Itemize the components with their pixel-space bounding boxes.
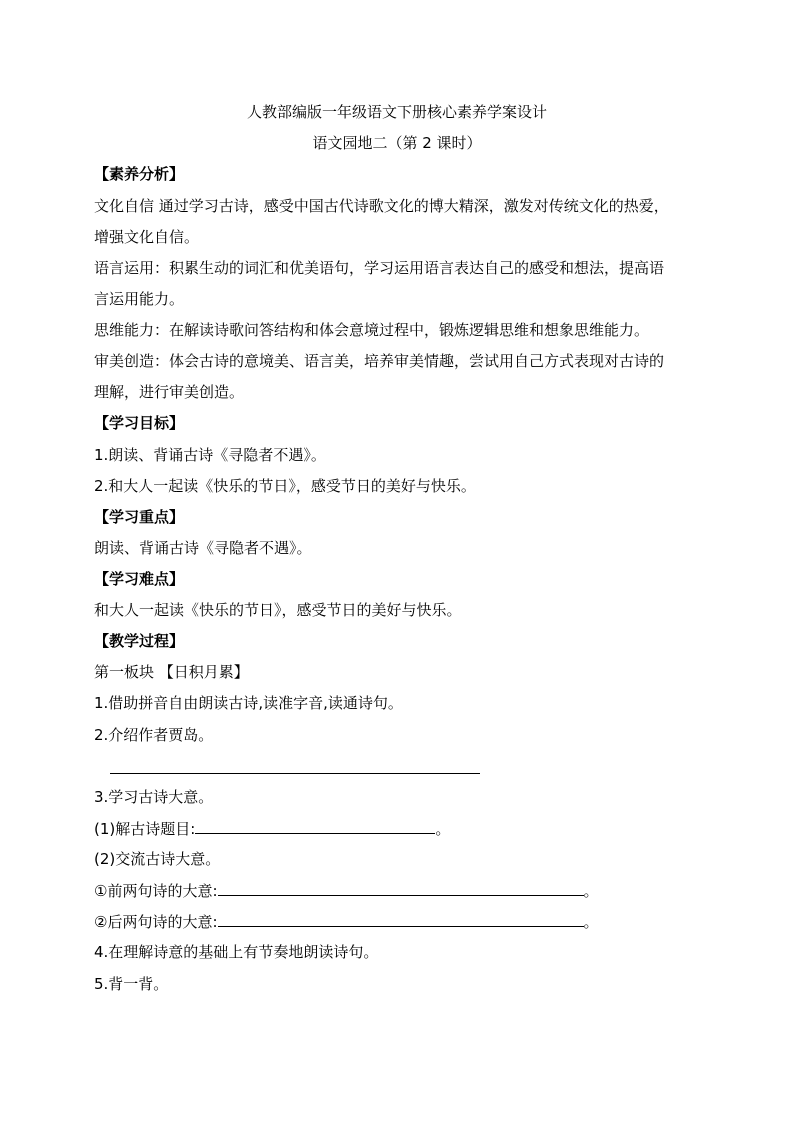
step-3-2a-end: 。: [583, 882, 599, 900]
analysis-language-line2: 言运用能力。: [94, 290, 185, 308]
answer-blank-poem-title[interactable]: [195, 818, 435, 834]
answer-blank-last-two-lines[interactable]: [218, 911, 584, 927]
process-step-3-2b: [94, 911, 714, 932]
answer-blank-first-two-lines[interactable]: [218, 880, 584, 896]
answer-line-author[interactable]: [110, 773, 480, 774]
analysis-culture-line1: 文化自信 通过学习古诗，感受中国古代诗歌文化的博大精深，激发对传统文化的热爱，: [94, 197, 669, 215]
goal-item-1: 1.朗读、背诵古诗《寻隐者不遇》。: [94, 446, 326, 464]
analysis-aesthetic-line2: 理解，进行审美创造。: [94, 383, 245, 401]
process-step-2: 2.介绍作者贾岛。: [94, 726, 214, 744]
difficulty-text: 和大人一起读《快乐的节日》，感受节日的美好与快乐。: [94, 601, 462, 619]
process-step-3-1: [94, 818, 714, 839]
focus-text: 朗读、背诵古诗《寻隐者不遇》。: [94, 539, 312, 557]
document-subtitle: 语文园地二（第 2 课时）: [312, 134, 482, 152]
step-3-2b-label: ②后两句诗的大意:: [94, 913, 218, 931]
analysis-thinking-line1: 思维能力：在解读诗歌问答结构和体会意境过程中，锻炼逻辑思维和想象思维能力。: [94, 321, 650, 339]
step-3-1-end: 。: [435, 820, 451, 838]
section-heading-focus: 【学习重点】: [94, 508, 185, 526]
section-heading-difficulty: 【学习难点】: [94, 570, 185, 588]
analysis-aesthetic-line1: 审美创造：体会古诗的意境美、语言美，培养审美情趣，尝试用自己方式表现对古诗的: [94, 352, 665, 370]
document-title: 人教部编版一年级语文下册核心素养学案设计: [246, 103, 547, 121]
analysis-culture-line2: 增强文化自信。: [94, 228, 200, 246]
step-3-2b-end: 。: [583, 913, 599, 931]
step-3-1-label: (1)解古诗题目:: [94, 820, 196, 838]
process-step-3-2a: [94, 880, 714, 901]
process-block-1: 第一板块 【日积月累】: [94, 663, 249, 681]
process-step-1: 1.借助拼音自由朗读古诗,读准字音,读通诗句。: [94, 694, 403, 712]
process-step-3: 3.学习古诗大意。: [94, 788, 214, 806]
process-step-5: 5.背一背。: [94, 975, 169, 993]
step-3-2a-label: ①前两句诗的大意:: [94, 882, 218, 900]
section-heading-analysis: 【素养分析】: [94, 165, 185, 183]
section-heading-goals: 【学习目标】: [94, 414, 185, 432]
process-step-3-2: (2)交流古诗大意。: [94, 850, 221, 868]
section-heading-process: 【教学过程】: [94, 632, 185, 650]
goal-item-2: 2.和大人一起读《快乐的节日》，感受节日的美好与快乐。: [94, 477, 476, 495]
analysis-language-line1: 语言运用：积累生动的词汇和优美语句，学习运用语言表达自己的感受和想法，提高语: [94, 259, 665, 277]
process-step-4: 4.在理解诗意的基础上有节奏地朗读诗句。: [94, 943, 379, 961]
